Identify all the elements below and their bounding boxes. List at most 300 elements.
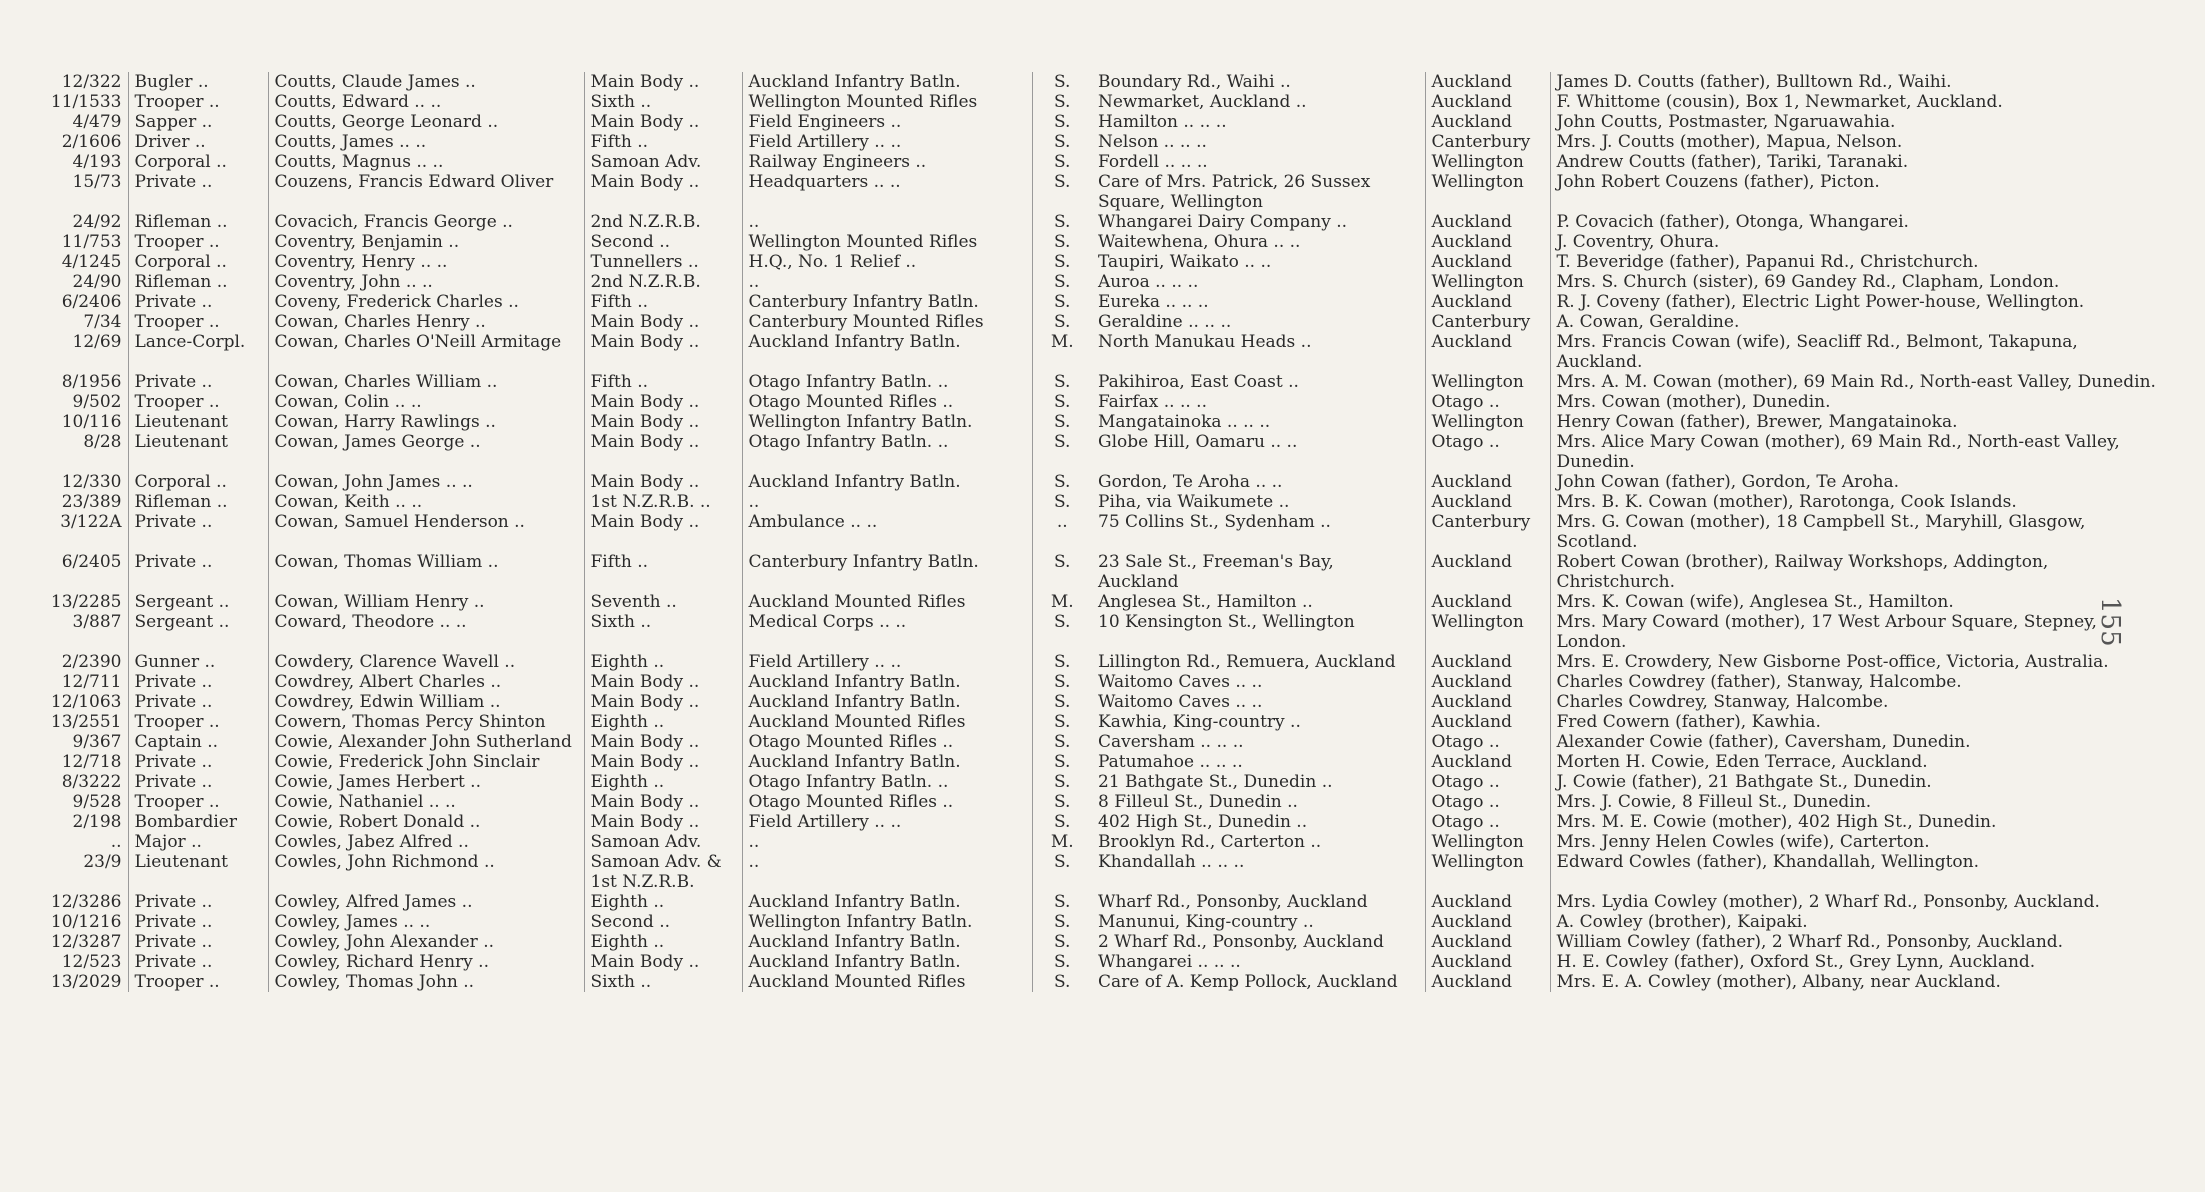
embarkation-body-cell: 2nd N.Z.R.B.	[584, 272, 742, 292]
name-cell: Cowan, Thomas William ..	[268, 552, 584, 592]
name-cell: Cowie, Robert Donald ..	[268, 812, 584, 832]
rank-cell: Major ..	[128, 832, 268, 852]
service-number-cell: 10/1216	[24, 912, 128, 932]
table-row	[24, 332, 2170, 372]
address-cell: 21 Bathgate St., Dunedin ..	[1092, 772, 1425, 792]
name-cell: Cowie, Alexander John Sutherland	[268, 732, 584, 752]
next-of-kin-cell: Mrs. Alice Mary Cowan (mother), 69 Main Rd., North-east Valley, Dunedin.	[1556, 432, 2120, 472]
district-cell: Auckland	[1425, 652, 1550, 672]
rank-cell: Private ..	[128, 932, 268, 952]
unit-cell: Otago Infantry Batln. ..	[742, 432, 1032, 472]
service-number-cell: 12/523	[24, 952, 128, 972]
service-number-cell: 6/2405	[24, 552, 128, 592]
district-cell: Wellington	[1425, 852, 1550, 892]
table-row	[24, 712, 2170, 732]
rank-cell: Private ..	[128, 172, 268, 212]
district-cell: Auckland	[1425, 212, 1550, 232]
marital-status-cell: S.	[1054, 412, 1071, 432]
marital-status-cell: S.	[1054, 952, 1071, 972]
table-row	[24, 652, 2170, 672]
name-cell: Coventry, John .. ..	[268, 272, 584, 292]
rank-cell: Sergeant ..	[128, 592, 268, 612]
marital-status-cell: S.	[1054, 752, 1071, 772]
table-row	[24, 152, 2170, 172]
address-cell: 75 Collins St., Sydenham ..	[1092, 512, 1425, 552]
embarkation-body-cell: Eighth ..	[584, 652, 742, 672]
next-of-kin-cell: Charles Cowdrey (father), Stanway, Halcombe.	[1556, 672, 1962, 692]
service-number-cell: 12/69	[24, 332, 128, 372]
name-cell: Coutts, Magnus .. ..	[268, 152, 584, 172]
unit-cell: ..	[742, 212, 1032, 232]
service-number-cell: 2/198	[24, 812, 128, 832]
marital-status-cell: S.	[1054, 292, 1071, 312]
address-cell: Caversham .. .. ..	[1092, 732, 1425, 752]
next-of-kin-cell: Mrs. Lydia Cowley (mother), 2 Wharf Rd., Ponsonby, Auckland.	[1556, 892, 2100, 912]
table-row	[24, 892, 2170, 912]
service-number-cell: 12/1063	[24, 692, 128, 712]
name-cell: Coveny, Frederick Charles ..	[268, 292, 584, 312]
next-of-kin-cell: Mrs. Mary Coward (mother), 17 West Arbour Square, Stepney, London.	[1556, 612, 2097, 652]
unit-cell: Auckland Infantry Batln.	[742, 952, 1032, 972]
address-cell: Mangatainoka .. .. ..	[1092, 412, 1425, 432]
rank-cell: Captain ..	[128, 732, 268, 752]
name-cell: Cowley, James .. ..	[268, 912, 584, 932]
service-number-cell: 9/367	[24, 732, 128, 752]
embarkation-body-cell: Samoan Adv.	[584, 832, 742, 852]
district-cell: Auckland	[1425, 672, 1550, 692]
service-number-cell: 15/73	[24, 172, 128, 212]
embarkation-body-cell: Main Body ..	[584, 472, 742, 492]
marital-status-cell: S.	[1054, 432, 1071, 452]
table-row	[24, 832, 2170, 852]
rank-cell: Bombardier	[128, 812, 268, 832]
embarkation-body-cell: Tunnellers ..	[584, 252, 742, 272]
district-cell: Otago ..	[1425, 772, 1550, 792]
marital-status-cell: S.	[1054, 852, 1071, 872]
marital-status-cell: S.	[1054, 132, 1071, 152]
rank-cell: Private ..	[128, 692, 268, 712]
name-cell: Cowan, Charles William ..	[268, 372, 584, 392]
table-row	[24, 92, 2170, 112]
service-number-cell: 13/2285	[24, 592, 128, 612]
rank-cell: Lieutenant	[128, 412, 268, 432]
unit-cell: Auckland Infantry Batln.	[742, 752, 1032, 772]
unit-cell: Field Artillery .. ..	[742, 812, 1032, 832]
unit-cell: Wellington Infantry Batln.	[742, 912, 1032, 932]
address-cell: Patumahoe .. .. ..	[1092, 752, 1425, 772]
rank-cell: Private ..	[128, 772, 268, 792]
service-number-cell: 8/3222	[24, 772, 128, 792]
marital-status-cell: S.	[1054, 652, 1071, 672]
rank-cell: Private ..	[128, 912, 268, 932]
next-of-kin-cell: Mrs. Cowan (mother), Dunedin.	[1556, 392, 1831, 412]
unit-cell: ..	[742, 272, 1032, 292]
address-cell: Whangarei .. .. ..	[1092, 952, 1425, 972]
unit-cell: Medical Corps .. ..	[742, 612, 1032, 652]
unit-cell: Otago Infantry Batln. ..	[742, 772, 1032, 792]
service-number-cell: 23/9	[24, 852, 128, 892]
rank-cell: Trooper ..	[128, 392, 268, 412]
next-of-kin-cell: Mrs. E. Crowdery, New Gisborne Post-office, Victoria, Australia.	[1556, 652, 2109, 672]
address-cell: Kawhia, King-country ..	[1092, 712, 1425, 732]
service-number-cell: 10/116	[24, 412, 128, 432]
marital-status-cell: S.	[1054, 772, 1071, 792]
rank-cell: Trooper ..	[128, 312, 268, 332]
address-cell: 8 Filleul St., Dunedin ..	[1092, 792, 1425, 812]
name-cell: Cowie, Frederick John Sinclair	[268, 752, 584, 772]
next-of-kin-cell: T. Beveridge (father), Papanui Rd., Christchurch.	[1556, 252, 1979, 272]
rank-cell: Sergeant ..	[128, 612, 268, 652]
embarkation-body-cell: Eighth ..	[584, 772, 742, 792]
unit-cell: Headquarters .. ..	[742, 172, 1032, 212]
embarkation-body-cell: Fifth ..	[584, 372, 742, 392]
embarkation-body-cell: Eighth ..	[584, 932, 742, 952]
embarkation-body-cell: Second ..	[584, 232, 742, 252]
marital-status-cell: S.	[1054, 672, 1071, 692]
address-cell: Whangarei Dairy Company ..	[1092, 212, 1425, 232]
name-cell: Coventry, Henry .. ..	[268, 252, 584, 272]
rank-cell: Private ..	[128, 752, 268, 772]
district-cell: Auckland	[1425, 592, 1550, 612]
rank-cell: Trooper ..	[128, 712, 268, 732]
unit-cell: ..	[742, 852, 1032, 892]
service-number-cell: 12/718	[24, 752, 128, 772]
marital-status-cell: S.	[1054, 492, 1071, 512]
service-number-cell: 11/1533	[24, 92, 128, 112]
name-cell: Coventry, Benjamin ..	[268, 232, 584, 252]
marital-status-cell: S.	[1054, 152, 1071, 172]
district-cell: Auckland	[1425, 252, 1550, 272]
unit-cell: Auckland Infantry Batln.	[742, 932, 1032, 952]
table-row	[24, 252, 2170, 272]
table-row	[24, 672, 2170, 692]
rank-cell: Rifleman ..	[128, 212, 268, 232]
district-cell: Auckland	[1425, 292, 1550, 312]
address-cell: Boundary Rd., Waihi ..	[1092, 72, 1425, 92]
address-cell: Pakihiroa, East Coast ..	[1092, 372, 1425, 392]
name-cell: Cowan, Colin .. ..	[268, 392, 584, 412]
next-of-kin-cell: Mrs. J. Cowie, 8 Filleul St., Dunedin.	[1556, 792, 1872, 812]
district-cell: Otago ..	[1425, 392, 1550, 412]
name-cell: Coutts, George Leonard ..	[268, 112, 584, 132]
district-cell: Auckland	[1425, 332, 1550, 372]
rank-cell: Trooper ..	[128, 232, 268, 252]
embarkation-body-cell: Seventh ..	[584, 592, 742, 612]
next-of-kin-cell: R. J. Coveny (father), Electric Light Power-house, Wellington.	[1556, 292, 2085, 312]
embarkation-body-cell: Main Body ..	[584, 392, 742, 412]
unit-cell: Ambulance .. ..	[742, 512, 1032, 552]
service-number-cell: 13/2029	[24, 972, 128, 992]
marital-status-cell: S.	[1054, 612, 1071, 632]
unit-cell: Otago Mounted Rifles ..	[742, 792, 1032, 812]
table-row	[24, 972, 2170, 992]
rank-cell: Private ..	[128, 672, 268, 692]
embarkation-body-cell: Main Body ..	[584, 692, 742, 712]
unit-cell: Auckland Mounted Rifles	[742, 592, 1032, 612]
unit-cell: Wellington Mounted Rifles	[742, 232, 1032, 252]
embarkation-body-cell: Main Body ..	[584, 672, 742, 692]
table-row	[24, 952, 2170, 972]
table-row	[24, 552, 2170, 592]
district-cell: Wellington	[1425, 832, 1550, 852]
service-number-cell: 24/92	[24, 212, 128, 232]
table-row	[24, 272, 2170, 292]
rank-cell: Private ..	[128, 952, 268, 972]
district-cell: Auckland	[1425, 892, 1550, 912]
district-cell: Canterbury	[1425, 512, 1550, 552]
next-of-kin-cell: Mrs. B. K. Cowan (mother), Rarotonga, Cook Islands.	[1556, 492, 2017, 512]
unit-cell: Field Artillery .. ..	[742, 652, 1032, 672]
embarkation-body-cell: Main Body ..	[584, 952, 742, 972]
rank-cell: Private ..	[128, 372, 268, 392]
name-cell: Cowan, Charles Henry ..	[268, 312, 584, 332]
address-cell: Lillington Rd., Remuera, Auckland	[1092, 652, 1425, 672]
district-cell: Otago ..	[1425, 432, 1550, 472]
next-of-kin-cell: Andrew Coutts (father), Tariki, Taranaki.	[1556, 152, 1909, 172]
marital-status-cell: S.	[1054, 732, 1071, 752]
marital-status-cell: S.	[1054, 272, 1071, 292]
unit-cell: Auckland Mounted Rifles	[742, 972, 1032, 992]
table-row	[24, 812, 2170, 832]
next-of-kin-cell: H. E. Cowley (father), Oxford St., Grey Lynn, Auckland.	[1556, 952, 2036, 972]
table-row	[24, 852, 2170, 892]
marital-status-cell: M.	[1050, 332, 1074, 352]
district-cell: Auckland	[1425, 72, 1550, 92]
marital-status-cell: S.	[1054, 372, 1071, 392]
marital-status-cell: S.	[1054, 172, 1071, 192]
embarkation-body-cell: 1st N.Z.R.B. ..	[584, 492, 742, 512]
embarkation-body-cell: Main Body ..	[584, 732, 742, 752]
next-of-kin-cell: John Cowan (father), Gordon, Te Aroha.	[1556, 472, 1900, 492]
district-cell: Canterbury	[1425, 132, 1550, 152]
unit-cell: ..	[742, 832, 1032, 852]
address-cell: 10 Kensington St., Wellington	[1092, 612, 1425, 652]
name-cell: Cowan, Charles O'Neill Armitage	[268, 332, 584, 372]
unit-cell: Auckland Infantry Batln.	[742, 692, 1032, 712]
next-of-kin-cell: Alexander Cowie (father), Caversham, Dunedin.	[1556, 732, 1971, 752]
marital-status-cell: S.	[1054, 392, 1071, 412]
name-cell: Cowan, Harry Rawlings ..	[268, 412, 584, 432]
table-row	[24, 312, 2170, 332]
table-row	[24, 232, 2170, 252]
district-cell: Wellington	[1425, 172, 1550, 212]
name-cell: Cowan, John James .. ..	[268, 472, 584, 492]
table-row	[24, 72, 2170, 92]
name-cell: Cowdrey, Albert Charles ..	[268, 672, 584, 692]
rank-cell: Corporal ..	[128, 152, 268, 172]
nominal-roll-table	[24, 72, 2170, 992]
district-cell: Auckland	[1425, 692, 1550, 712]
embarkation-body-cell: Main Body ..	[584, 312, 742, 332]
service-number-cell: 12/322	[24, 72, 128, 92]
service-number-cell: 8/28	[24, 432, 128, 472]
embarkation-body-cell: Main Body ..	[584, 412, 742, 432]
embarkation-body-cell: Eighth ..	[584, 892, 742, 912]
marital-status-cell: S.	[1054, 212, 1071, 232]
unit-cell: Railway Engineers ..	[742, 152, 1032, 172]
rank-cell: Rifleman ..	[128, 272, 268, 292]
service-number-cell: 9/502	[24, 392, 128, 412]
embarkation-body-cell: 2nd N.Z.R.B.	[584, 212, 742, 232]
table-row	[24, 212, 2170, 232]
rank-cell: Trooper ..	[128, 792, 268, 812]
unit-cell: ..	[742, 492, 1032, 512]
address-cell: Globe Hill, Oamaru .. ..	[1092, 432, 1425, 472]
table-row	[24, 492, 2170, 512]
table-row	[24, 372, 2170, 392]
name-cell: Coward, Theodore .. ..	[268, 612, 584, 652]
embarkation-body-cell: Samoan Adv.	[584, 152, 742, 172]
unit-cell: Wellington Infantry Batln.	[742, 412, 1032, 432]
unit-cell: Auckland Mounted Rifles	[742, 712, 1032, 732]
table-row	[24, 512, 2170, 552]
next-of-kin-cell: J. Coventry, Ohura.	[1556, 232, 1720, 252]
next-of-kin-cell: Robert Cowan (brother), Railway Workshops, Addington, Christchurch.	[1556, 552, 2049, 592]
address-cell: Hamilton .. .. ..	[1092, 112, 1425, 132]
table-row	[24, 132, 2170, 152]
name-cell: Cowan, Samuel Henderson ..	[268, 512, 584, 552]
address-cell: Waitomo Caves .. ..	[1092, 672, 1425, 692]
rank-cell: Lieutenant	[128, 432, 268, 472]
embarkation-body-cell: Main Body ..	[584, 332, 742, 372]
marital-status-cell: ..	[1056, 512, 1068, 532]
marital-status-cell: S.	[1054, 712, 1071, 732]
marital-status-cell: S.	[1054, 112, 1071, 132]
unit-cell: Auckland Infantry Batln.	[742, 72, 1032, 92]
service-number-cell: 12/3286	[24, 892, 128, 912]
rank-cell: Driver ..	[128, 132, 268, 152]
marital-status-cell: S.	[1054, 312, 1071, 332]
next-of-kin-cell: Mrs. M. E. Cowie (mother), 402 High St., Dunedin.	[1556, 812, 1997, 832]
address-cell: 2 Wharf Rd., Ponsonby, Auckland	[1092, 932, 1425, 952]
district-cell: Wellington	[1425, 152, 1550, 172]
table-row	[24, 432, 2170, 472]
name-cell: Coutts, James .. ..	[268, 132, 584, 152]
marital-status-cell: S.	[1054, 892, 1071, 912]
unit-cell: Canterbury Mounted Rifles	[742, 312, 1032, 332]
embarkation-body-cell: Samoan Adv. & 1st N.Z.R.B.	[584, 852, 742, 892]
service-number-cell: 4/1245	[24, 252, 128, 272]
unit-cell: Auckland Infantry Batln.	[742, 472, 1032, 492]
next-of-kin-cell: Charles Cowdrey, Stanway, Halcombe.	[1556, 692, 1889, 712]
table-row	[24, 752, 2170, 772]
next-of-kin-cell: A. Cowley (brother), Kaipaki.	[1556, 912, 1808, 932]
service-number-cell: 2/2390	[24, 652, 128, 672]
service-number-cell: 13/2551	[24, 712, 128, 732]
address-cell: Waitomo Caves .. ..	[1092, 692, 1425, 712]
district-cell: Wellington	[1425, 372, 1550, 392]
address-cell: Manunui, King-country ..	[1092, 912, 1425, 932]
unit-cell: Wellington Mounted Rifles	[742, 92, 1032, 112]
address-cell: Khandallah .. .. ..	[1092, 852, 1425, 892]
table-row	[24, 292, 2170, 312]
district-cell: Auckland	[1425, 232, 1550, 252]
address-cell: Piha, via Waikumete ..	[1092, 492, 1425, 512]
service-number-cell: 24/90	[24, 272, 128, 292]
unit-cell: Field Engineers ..	[742, 112, 1032, 132]
table-row	[24, 732, 2170, 752]
table-row	[24, 792, 2170, 812]
rank-cell: Trooper ..	[128, 972, 268, 992]
marital-status-cell: M.	[1050, 592, 1074, 612]
address-cell: Gordon, Te Aroha .. ..	[1092, 472, 1425, 492]
marital-status-cell: S.	[1054, 72, 1071, 92]
rank-cell: Corporal ..	[128, 472, 268, 492]
next-of-kin-cell: John Robert Couzens (father), Picton.	[1556, 172, 1880, 192]
page-number: 155	[2095, 597, 2125, 647]
unit-cell: Auckland Infantry Batln.	[742, 332, 1032, 372]
embarkation-body-cell: Eighth ..	[584, 712, 742, 732]
marital-status-cell: S.	[1054, 912, 1071, 932]
district-cell: Auckland	[1425, 952, 1550, 972]
address-cell: 402 High St., Dunedin ..	[1092, 812, 1425, 832]
roll-body	[24, 72, 2170, 992]
name-cell: Covacich, Francis George ..	[268, 212, 584, 232]
address-cell: Anglesea St., Hamilton ..	[1092, 592, 1425, 612]
embarkation-body-cell: Main Body ..	[584, 812, 742, 832]
service-number-cell: 8/1956	[24, 372, 128, 392]
embarkation-body-cell: Main Body ..	[584, 792, 742, 812]
table-row	[24, 592, 2170, 612]
rank-cell: Lieutenant	[128, 852, 268, 892]
name-cell: Cowley, John Alexander ..	[268, 932, 584, 952]
service-number-cell: 12/3287	[24, 932, 128, 952]
rank-cell: Rifleman ..	[128, 492, 268, 512]
marital-status-cell: S.	[1054, 472, 1071, 492]
next-of-kin-cell: Mrs. G. Cowan (mother), 18 Campbell St., Maryhill, Glasgow, Scotland.	[1556, 512, 2086, 552]
service-number-cell: 6/2406	[24, 292, 128, 312]
rank-cell: Private ..	[128, 892, 268, 912]
service-number-cell: ..	[24, 832, 128, 852]
embarkation-body-cell: Sixth ..	[584, 92, 742, 112]
district-cell: Auckland	[1425, 92, 1550, 112]
service-number-cell: 12/330	[24, 472, 128, 492]
embarkation-body-cell: Fifth ..	[584, 552, 742, 592]
district-cell: Auckland	[1425, 472, 1550, 492]
name-cell: Cowley, Alfred James ..	[268, 892, 584, 912]
district-cell: Auckland	[1425, 752, 1550, 772]
next-of-kin-cell: Morten H. Cowie, Eden Terrace, Auckland.	[1556, 752, 1928, 772]
district-cell: Wellington	[1425, 272, 1550, 292]
rank-cell: Private ..	[128, 552, 268, 592]
next-of-kin-cell: James D. Coutts (father), Bulltown Rd., Waihi.	[1556, 72, 1952, 92]
service-number-cell: 12/711	[24, 672, 128, 692]
address-cell: Auroa .. .. ..	[1092, 272, 1425, 292]
name-cell: Cowan, Keith .. ..	[268, 492, 584, 512]
table-row	[24, 772, 2170, 792]
name-cell: Coutts, Claude James ..	[268, 72, 584, 92]
embarkation-body-cell: Sixth ..	[584, 972, 742, 992]
district-cell: Auckland	[1425, 932, 1550, 952]
name-cell: Cowern, Thomas Percy Shinton	[268, 712, 584, 732]
district-cell: Auckland	[1425, 112, 1550, 132]
address-cell: North Manukau Heads ..	[1092, 332, 1425, 372]
marital-status-cell: S.	[1054, 932, 1071, 952]
embarkation-body-cell: Main Body ..	[584, 172, 742, 212]
embarkation-body-cell: Main Body ..	[584, 752, 742, 772]
rank-cell: Corporal ..	[128, 252, 268, 272]
service-number-cell: 4/479	[24, 112, 128, 132]
name-cell: Cowles, Jabez Alfred ..	[268, 832, 584, 852]
embarkation-body-cell: Fifth ..	[584, 132, 742, 152]
embarkation-body-cell: Main Body ..	[584, 72, 742, 92]
name-cell: Cowley, Richard Henry ..	[268, 952, 584, 972]
name-cell: Cowley, Thomas John ..	[268, 972, 584, 992]
address-cell: Waitewhena, Ohura .. ..	[1092, 232, 1425, 252]
district-cell: Wellington	[1425, 412, 1550, 432]
table-row	[24, 112, 2170, 132]
district-cell: Auckland	[1425, 552, 1550, 592]
